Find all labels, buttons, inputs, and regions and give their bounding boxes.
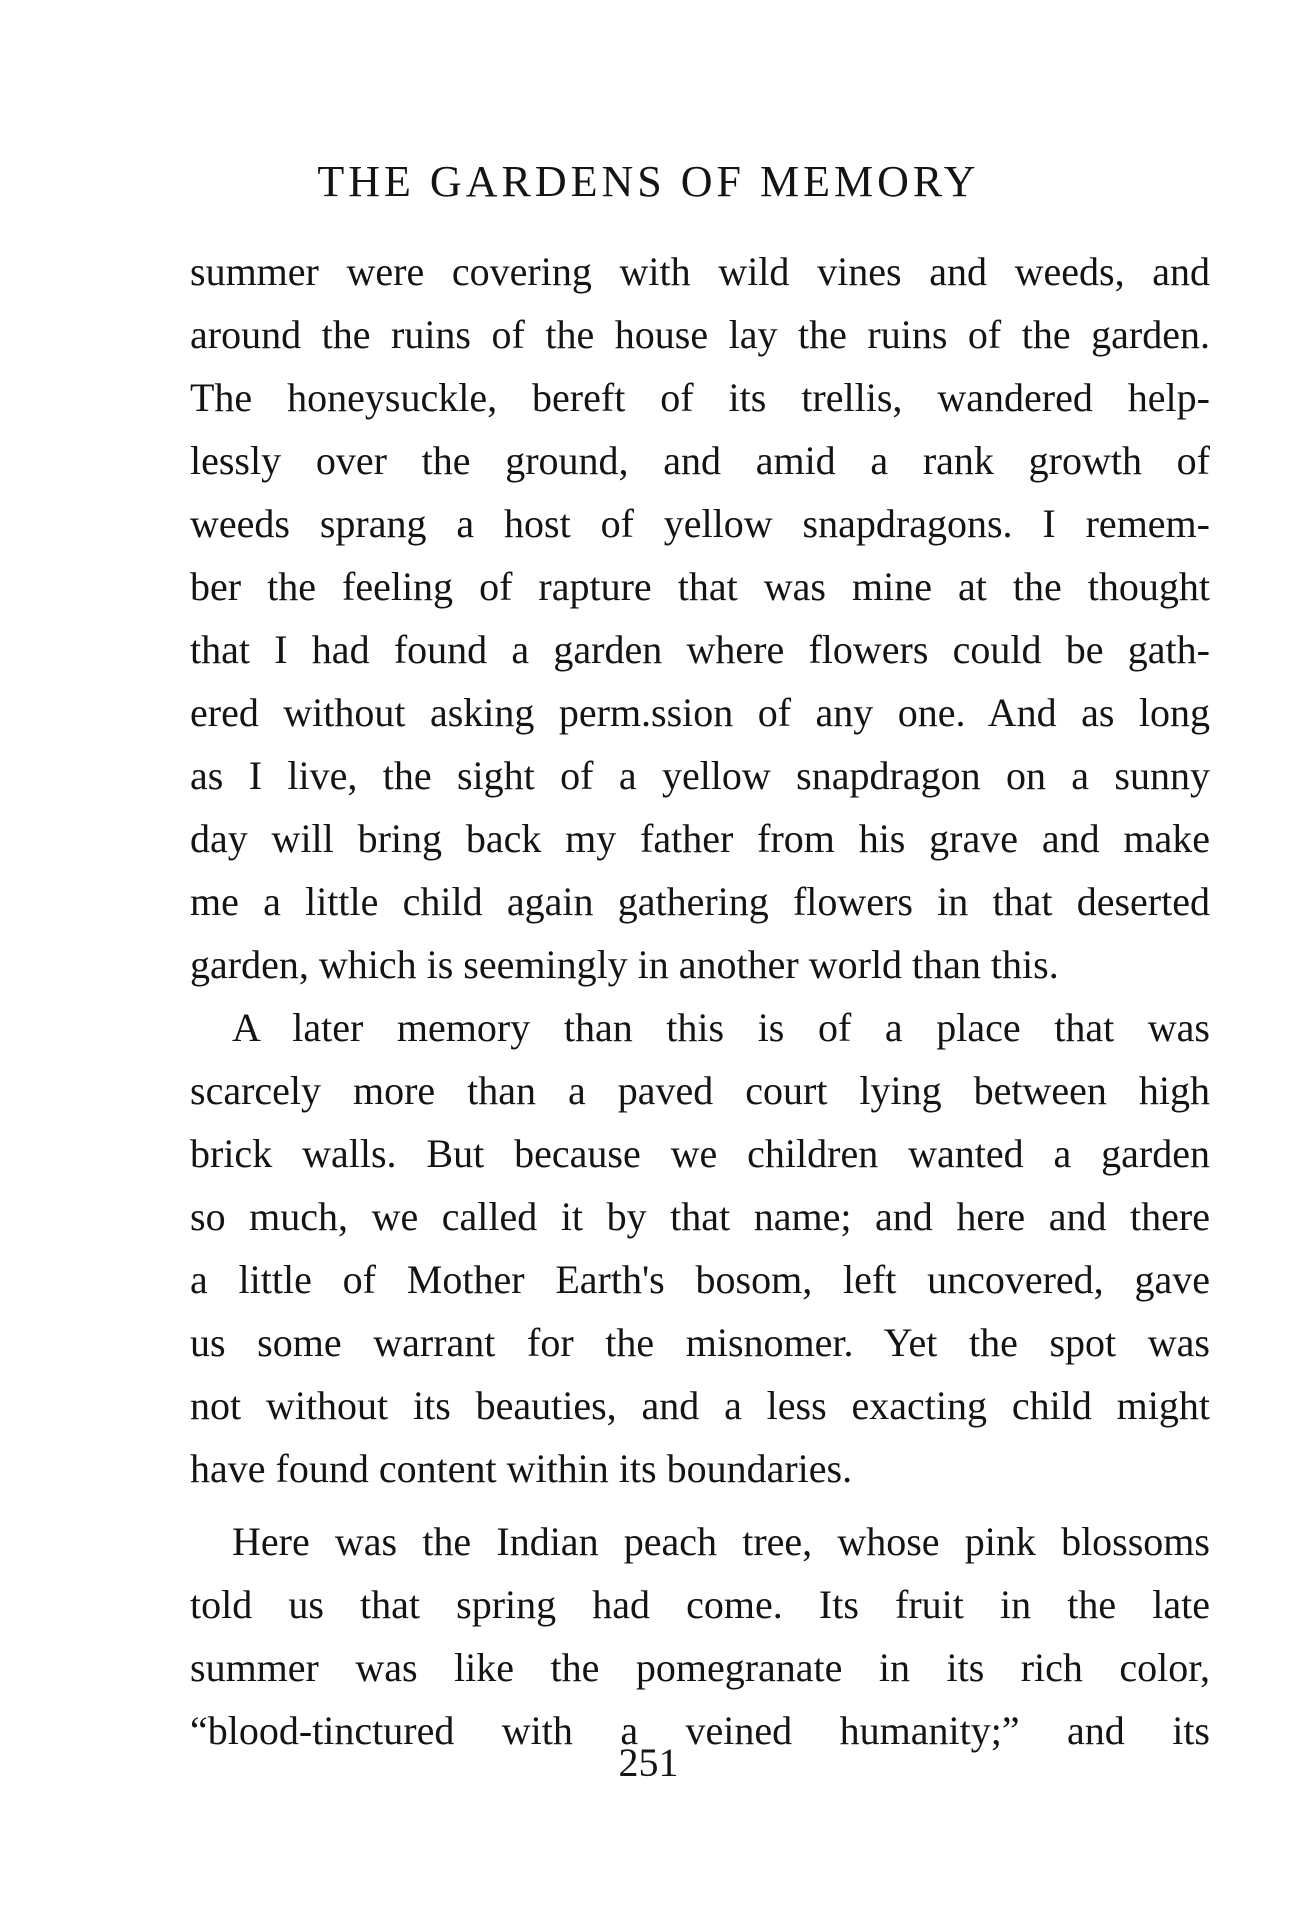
- text-line: Here was the Indian peach tree, whose pink blossoms: [232, 1519, 1210, 1564]
- text-line: so much, we called it by that name; and here and there: [190, 1194, 1210, 1239]
- text-line: me a little child again gathering flowers in that deserted: [190, 879, 1210, 924]
- text-line: summer was like the pomegranate in its rich color,: [190, 1645, 1210, 1690]
- text-line: summer were covering with wild vines and weeds, and: [190, 249, 1210, 294]
- text-line: ered without asking perm.ssion of any one. And as long: [190, 690, 1210, 735]
- text-line: as I live, the sight of a yellow snapdragon on a sunny: [190, 753, 1210, 798]
- text-line: lessly over the ground, and amid a rank growth of: [190, 438, 1210, 483]
- text-line: around the ruins of the house lay the ruins of the garden.: [190, 312, 1210, 357]
- text-line: told us that spring had come. Its fruit in the late: [190, 1582, 1210, 1627]
- text-line: not without its beauties, and a less exacting child might: [190, 1383, 1210, 1428]
- text-line: have found content within its boundaries.: [190, 1446, 853, 1491]
- paragraph: [190, 996, 1210, 1500]
- text-line: A later memory than this is of a place that was: [232, 1005, 1210, 1050]
- text-line: that I had found a garden where flowers could be gath-: [190, 627, 1210, 672]
- text-line: ber the feeling of rapture that was mine at the thought: [190, 564, 1210, 609]
- paragraph-gap: [190, 1500, 1210, 1510]
- text-line: day will bring back my father from his grave and make: [190, 816, 1210, 861]
- running-head: THE GARDENS OF MEMORY: [317, 157, 980, 206]
- text-line: garden, which is seemingly in another world than this.: [190, 942, 1059, 987]
- body-text: [190, 240, 1210, 1762]
- page-number: 251: [618, 1740, 679, 1785]
- text-line: “blood-tinctured with a veined humanity;” and its: [190, 1708, 1210, 1753]
- text-line: The honeysuckle, bereft of its trellis, wandered help-: [190, 375, 1210, 420]
- text-line: weeds sprang a host of yellow snapdragons. I remem-: [190, 501, 1210, 546]
- paragraph: [190, 240, 1210, 996]
- text-line: brick walls. But because we children wanted a garden: [190, 1131, 1210, 1176]
- text-line: scarcely more than a paved court lying between high: [190, 1068, 1210, 1113]
- paragraph: [190, 1510, 1210, 1762]
- text-line: a little of Mother Earth's bosom, left uncovered, gave: [190, 1257, 1210, 1302]
- text-line: us some warrant for the misnomer. Yet the spot was: [190, 1320, 1210, 1365]
